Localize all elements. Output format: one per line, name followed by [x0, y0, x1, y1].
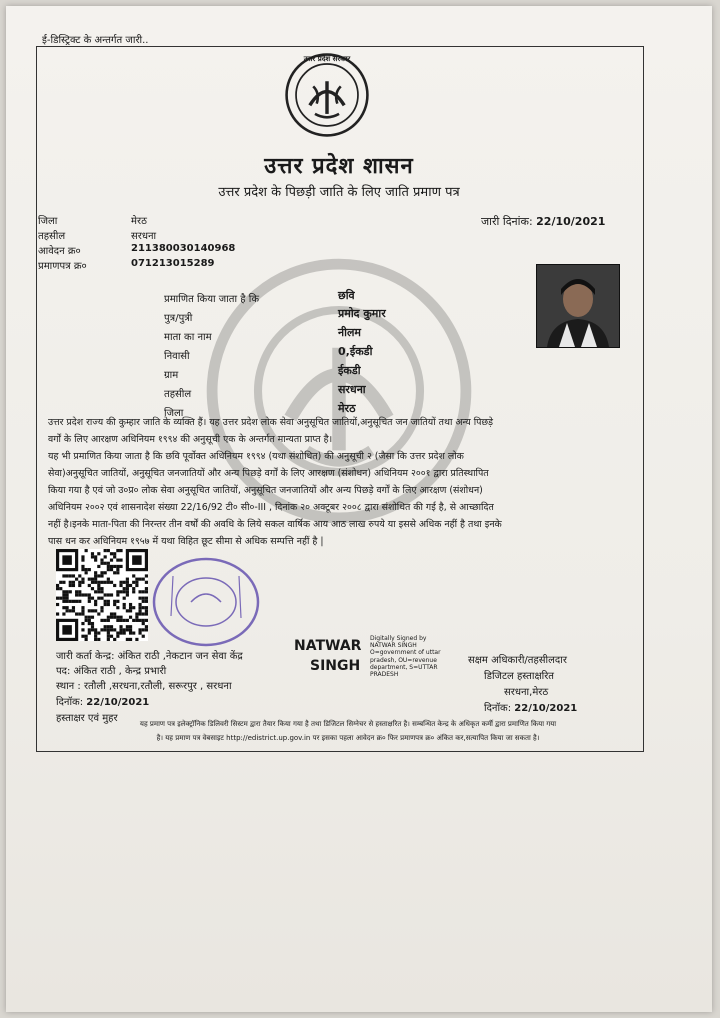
page-subtitle: उत्तर प्रदेश के पिछड़ी जाति के लिए जाति प्रमाण पत्र — [218, 185, 460, 200]
sig-detail: Digitally Signed by — [370, 635, 427, 642]
body-line: किया गया है एवं जो उ०प्र० लोक सेवा अनुसूचित जातियों, अनुसूचित जनजातियों और अन्य पिछड़े वर्गों के लिए आरक्षण (संशोधन) — [48, 485, 483, 496]
sig-detail: pradesh, OU=revenue — [370, 656, 437, 664]
body-line: यह भी प्रमाणित किया जाता है कि छवि पूर्वोक्त अधिनियम १९९४ (यथा संशोधित) की अनुसूची २ (जैसा कि उत्तर प्रदेश लोक — [48, 451, 464, 462]
certificate-number: 071213015289 — [131, 258, 215, 269]
body-line: उत्तर प्रदेश राज्य की कुम्हार जाति के व्यक्ति हैं। यह उत्तर प्रदेश लोक सेवा अनुसूचित जातियों,अनुसूचित जन जातियों तथा अन्य पिछड़े — [48, 417, 494, 428]
seal-stamp-icon — [151, 556, 261, 648]
info-label: आवेदन क्र० — [38, 246, 81, 257]
authority-place: सरधना,मेरठ — [504, 687, 549, 698]
info-value: मेरठ — [131, 216, 147, 227]
footnote-line: है। यह प्रमाण पत्र वेबसाइट http://edistrict.up.gov.in पर इसका पहला आवेदन क्र० फिर प्रमाणपत्र क्र० अंकित कर,सत्यापित किया जा सकता है। — [156, 734, 540, 742]
authority-sign: डिजिटल हस्ताक्षरित — [484, 671, 554, 682]
sig-detail: department, S=UTTAR — [370, 663, 438, 671]
up-emblem-icon — [284, 52, 370, 138]
footnote-line: यह प्रमाण पत्र इलेक्ट्रॉनिक डिलिवरी सिस्टम द्वारा तैयार किया गया है तथा डिजिटल सिग्नेचर से हस्ताक्षरित है। सम्बन्धित केन्द्र के अधिकृत कर्मी द्वारा प्रमाणित किया गया — [139, 720, 557, 728]
body-line: सेवा)अनुसूचित जातियों, अनुसूचित जनजातियों और अन्य पिछड़े वर्गों के लिए आरक्षण (संशोधन) अधिनियम २००१ द्वारा प्रतिस्थापित — [48, 468, 489, 479]
authority-date-value: 22/10/2021 — [514, 703, 578, 714]
person-photo-icon — [537, 265, 619, 347]
cert-label: माता का नाम — [164, 332, 212, 343]
signer-first-name: NATWAR — [294, 638, 362, 654]
top-note: ई-डिस्ट्रिक्ट के अन्तर्गत जारी.. — [42, 35, 149, 46]
info-value: सरधना — [131, 231, 157, 242]
signer-last-name: SINGH — [310, 658, 361, 674]
cert-value: 0,ईकडी — [338, 345, 373, 358]
cert-label: ग्राम — [164, 370, 179, 381]
sign-label: हस्ताक्षर एवं मुहर — [56, 713, 118, 724]
page-title: उत्तर प्रदेश शासन — [264, 154, 414, 179]
info-label: जिला — [38, 216, 58, 227]
issuer-date-value: 22/10/2021 — [86, 697, 150, 708]
sig-detail: PRADESH — [370, 671, 399, 679]
cert-label: प्रमाणित किया जाता है कि — [164, 294, 260, 305]
cert-label: जिला — [164, 408, 184, 419]
body-line: अधिनियम २००२ एवं शासनादेश संख्या 22/16/92 टी० सी०-III , दिनांक २० अक्टूबर २००८ द्वारा संशोधित की गई है, से आच्छादित — [48, 502, 494, 513]
issue-date-label: जारी दिनांक: — [481, 215, 533, 228]
certificate-page — [6, 6, 712, 1012]
digital-signature-name — [294, 636, 361, 676]
issuer-post: पद: अंकित राठी , केन्द्र प्रभारी — [56, 666, 167, 677]
cert-value: सरधना — [338, 383, 366, 396]
qr-code-icon — [56, 549, 148, 641]
authority-title: सक्षम अधिकारी/तहसीलदार — [468, 655, 567, 666]
emblem-text: उत्तर प्रदेश सरकार — [303, 55, 351, 63]
cert-value: ईकडी — [338, 364, 361, 377]
cert-value: छवि — [338, 289, 355, 302]
info-label: प्रमाणपत्र क्र० — [38, 261, 87, 272]
digital-signature-details — [370, 635, 441, 678]
authority-date — [484, 700, 577, 714]
application-number: 211380030140968 — [131, 243, 236, 254]
issuer-date — [56, 694, 149, 708]
cert-label: पुत्र/पुत्री — [164, 313, 193, 324]
applicant-photo — [536, 264, 620, 348]
cert-value: नीलम — [338, 326, 361, 339]
sig-detail: NATWAR SINGH — [370, 642, 417, 650]
issuer-date-label: दिनॉक: — [56, 697, 84, 708]
issuer-place: स्थान : रतौली ,सरधना,रतौली, सरूरपुर , सरधना — [56, 681, 232, 692]
sig-detail: O=government of uttar — [370, 649, 441, 657]
issuer-center: जारी कर्ता केन्द्र: अंकित राठी ,नेकटान जन सेवा केंद्र — [56, 651, 243, 662]
issue-date — [481, 214, 605, 229]
body-line: नहीं है।इनके माता-पिता की निरन्तर तीन वर्षों की अवधि के लिये सकल वार्षिक आय आठ लाख रुपये या इससे अधिक नहीं है तथा इनके — [48, 519, 502, 530]
body-line: वर्गों के लिए आरक्षण अधिनियम १९९४ की अनुसूची एक के अन्तर्गत मान्यता प्राप्त है। — [48, 434, 333, 445]
cert-value: प्रमोद कुमार — [338, 307, 386, 320]
cert-label: निवासी — [164, 351, 190, 362]
cert-value: मेरठ — [338, 402, 356, 415]
issue-date-value: 22/10/2021 — [536, 215, 606, 228]
authority-date-label: दिनॉक: — [484, 703, 512, 714]
info-label: तहसील — [38, 231, 66, 242]
cert-label: तहसील — [164, 389, 192, 400]
body-line: पास धन कर अधिनियम १९५७ में यथा विहित छूट सीमा से अधिक सम्पत्ति नहीं है | — [48, 536, 324, 547]
